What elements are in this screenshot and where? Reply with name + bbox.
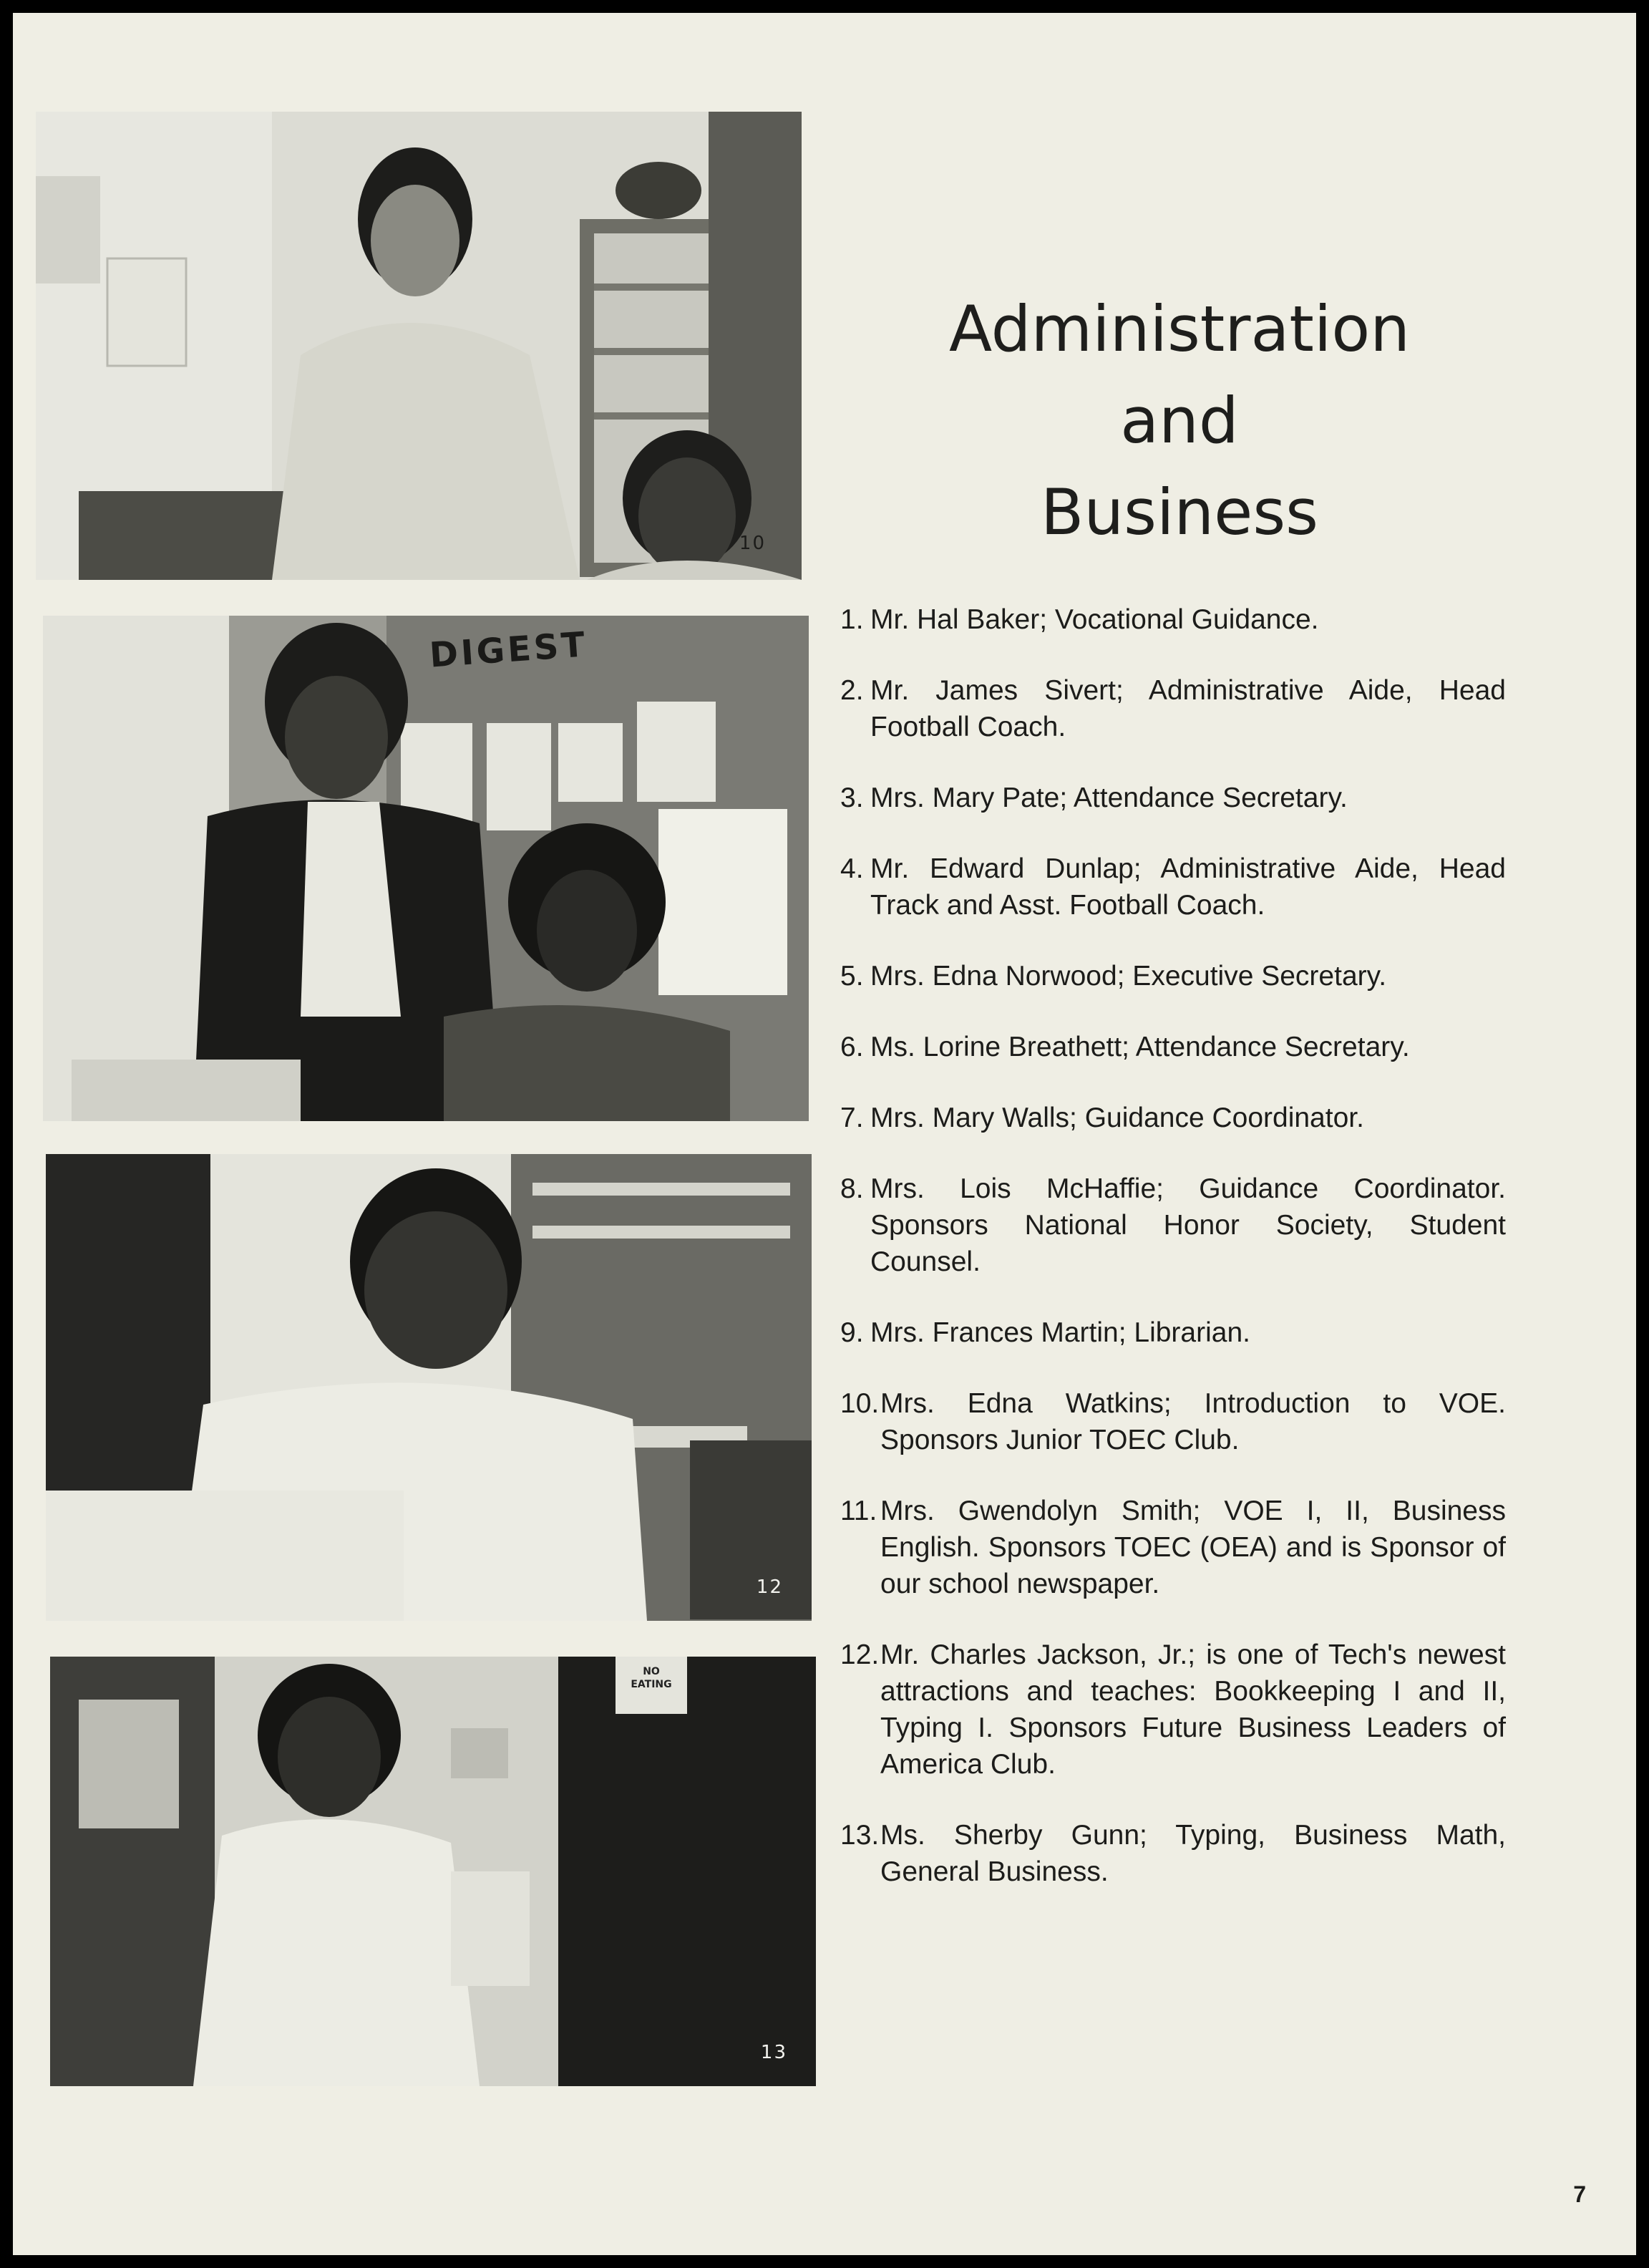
- roster-entry: [840, 1817, 1506, 1890]
- entry-number: 3.: [840, 782, 864, 813]
- entry-number: 7.: [840, 1102, 864, 1133]
- entry-text: Ms. Lorine Breathett; Attendance Secretary.: [870, 1032, 1410, 1062]
- entry-text: Ms. Sherby Gunn; Typing, Business Math, General Business.: [880, 1820, 1506, 1887]
- staff-roster: [840, 601, 1506, 1924]
- entry-text: Mr. Hal Baker; Vocational Guidance.: [870, 604, 1319, 635]
- page-number: 7: [1573, 2181, 1586, 2207]
- entry-text: Mrs. Mary Walls; Guidance Coordinator.: [870, 1102, 1364, 1133]
- entry-number: 1.: [840, 604, 864, 635]
- entry-number: 13.: [840, 1820, 880, 1851]
- entry-number: 10.: [840, 1388, 880, 1419]
- entry-text: Mrs. Gwendolyn Smith; VOE I, II, Business English. Sponsors TOEC (OEA) and is Sponsor of our school newspaper.: [880, 1496, 1506, 1599]
- roster-entry: [840, 1314, 1506, 1351]
- entry-text: Mrs. Edna Watkins; Introduction to VOE. Sponsors Junior TOEC Club.: [880, 1388, 1506, 1455]
- roster-entry: [840, 672, 1506, 745]
- photo-business-teacher: [46, 1154, 812, 1621]
- no-eating-sign: NO EATING: [631, 1666, 672, 1690]
- entry-number: 11.: [840, 1496, 877, 1526]
- roster-entry: [840, 850, 1506, 924]
- entry-number: 2.: [840, 675, 864, 706]
- entry-text: Mrs. Mary Pate; Attendance Secretary.: [870, 782, 1348, 813]
- entry-number: 12.: [840, 1639, 880, 1670]
- photo-counselor-and-student: [36, 112, 802, 580]
- heading-line: Administration: [949, 292, 1410, 366]
- yearbook-page: [13, 13, 1636, 2255]
- photo-number-label: 13: [760, 2042, 787, 2063]
- entry-text: Mr. Edward Dunlap; Administrative Aide, Head Track and Asst. Football Coach.: [870, 853, 1506, 921]
- entry-number: 4.: [840, 853, 864, 884]
- roster-entry: [840, 1100, 1506, 1136]
- entry-number: 9.: [840, 1317, 864, 1348]
- photo-secretaries: [43, 616, 809, 1121]
- roster-entry: [840, 1171, 1506, 1280]
- entry-text: Mrs. Edna Norwood; Executive Secretary.: [870, 961, 1387, 992]
- entry-number: 6.: [840, 1032, 864, 1062]
- section-heading: [872, 284, 1487, 558]
- roster-entry: [840, 1493, 1506, 1602]
- entry-text: Mr. Charles Jackson, Jr.; is one of Tech's newest attractions and teaches: Bookkeeping I and II, Typing I. Sponsors Future Business Leaders of America Club.: [880, 1639, 1506, 1780]
- entry-text: Mrs. Frances Martin; Librarian.: [870, 1317, 1250, 1348]
- entry-text: Mrs. Lois McHaffie; Guidance Coordinator. Sponsors National Honor Society, Student Counsel.: [870, 1173, 1506, 1277]
- entry-text: Mr. James Sivert; Administrative Aide, Head Football Coach.: [870, 675, 1506, 742]
- entry-number: 8.: [840, 1173, 864, 1204]
- photo-number-label: 12: [756, 1576, 783, 1598]
- heading-line: Business: [1040, 475, 1319, 549]
- photo-number-label: 10: [739, 533, 766, 554]
- roster-entry: [840, 958, 1506, 994]
- photo-typing-teacher: [50, 1657, 816, 2086]
- roster-entry: [840, 1385, 1506, 1458]
- roster-entry: [840, 601, 1506, 638]
- roster-entry: [840, 1029, 1506, 1065]
- entry-number: 5.: [840, 961, 864, 992]
- bulletin-board-heading: DIGEST: [428, 624, 589, 676]
- roster-entry: [840, 780, 1506, 816]
- heading-line: and: [1120, 384, 1239, 457]
- roster-entry: [840, 1637, 1506, 1783]
